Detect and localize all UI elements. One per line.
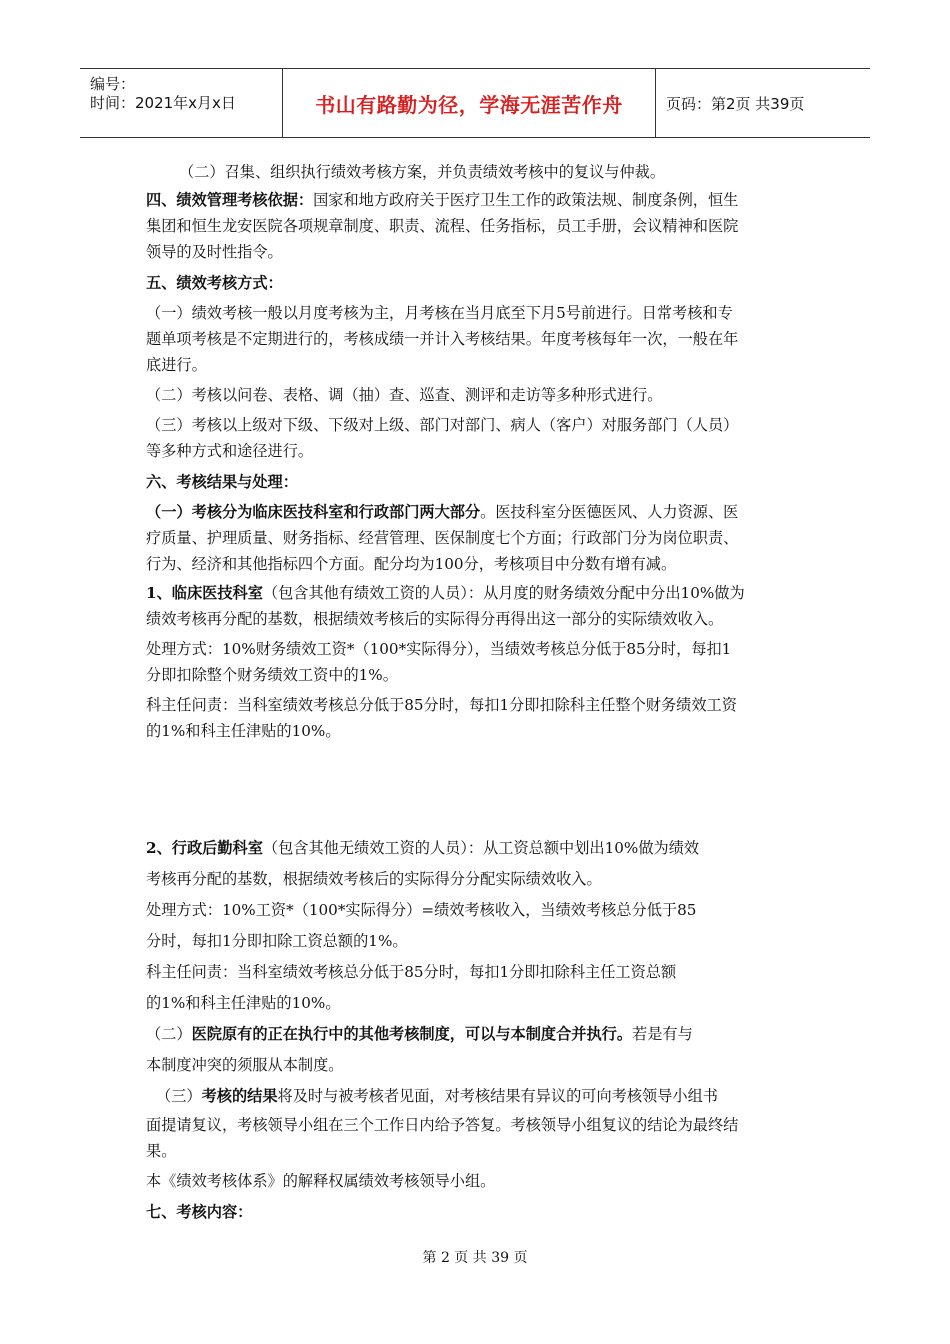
paragraph-line: 科主任问责：当科室绩效考核总分低于85分时，每扣1分即扣除科主任工资总额 bbox=[146, 963, 677, 981]
paragraph-line: 底进行。 bbox=[146, 356, 207, 374]
paragraph-line: 的1%和科主任津贴的10%。 bbox=[146, 722, 341, 740]
paragraph-line: 科主任问责：当科室绩效考核总分低于85分时，每扣1分即扣除科主任整个财务绩效工资 bbox=[146, 696, 737, 714]
document-header bbox=[80, 68, 870, 138]
motto-text: 书山有路勤为径，学海无涯苦作舟 bbox=[315, 92, 623, 117]
number-label: 编号： bbox=[90, 75, 136, 93]
header-meta-cell bbox=[80, 69, 283, 137]
paragraph-line: （一）绩效考核一般以月度考核为主，月考核在当月底至下月5号前进行。日常考核和专 bbox=[146, 304, 733, 322]
section-heading: 六、考核结果与处理： bbox=[146, 473, 298, 491]
paragraph-line: 分时，每扣1分即扣除工资总额的1%。 bbox=[146, 932, 408, 950]
paragraph-line: 的1%和科主任津贴的10%。 bbox=[146, 994, 341, 1012]
paragraph-line: 本制度冲突的须服从本制度。 bbox=[146, 1056, 344, 1074]
paragraph-line: 疗质量、护理质量、财务指标、经营管理、医保制度七个方面；行政部门分为岗位职责、 bbox=[146, 529, 739, 547]
paragraph-line: 分即扣除整个财务绩效工资中的1%。 bbox=[146, 666, 398, 684]
paragraph-line: （二）医院原有的正在执行中的其他考核制度，可以与本制度合并执行。若是有与 bbox=[146, 1025, 693, 1043]
section-heading: 七、考核内容： bbox=[146, 1203, 253, 1221]
paragraph-line: 题单项考核是不定期进行的，考核成绩一并计入考核结果。年度考核每年一次，一般在年 bbox=[146, 330, 739, 348]
paragraph-line: （二）召集、组织执行绩效考核方案，并负责绩效考核中的复议与仲裁。 bbox=[179, 163, 665, 181]
paragraph-line: 2、行政后勤科室（包含其他无绩效工资的人员）：从工资总额中划出10%做为绩效 bbox=[146, 839, 700, 857]
paragraph-line: （二）考核以问卷、表格、调（抽）查、巡查、测评和走访等多种形式进行。 bbox=[146, 386, 663, 404]
paragraph-line: （一）考核分为临床医技科室和行政部门两大部分。医技科室分医德医风、人力资源、医 bbox=[146, 503, 739, 521]
paragraph-line: （三）考核以上级对下级、下级对上级、部门对部门、病人（客户）对服务部门（人员） bbox=[146, 416, 739, 434]
page-code: 页码：第2页 共39页 bbox=[666, 94, 805, 113]
paragraph-line: 果。 bbox=[146, 1142, 177, 1160]
section-heading: 五、绩效考核方式： bbox=[146, 274, 283, 292]
header-page-cell bbox=[656, 69, 870, 137]
paragraph-line: 考核再分配的基数，根据绩效考核后的实际得分分配实际绩效收入。 bbox=[146, 870, 602, 888]
paragraph-line: 四、绩效管理考核依据：国家和地方政府关于医疗卫生工作的政策法规、制度条例，恒生 bbox=[146, 191, 739, 209]
paragraph-line: 绩效考核再分配的基数，根据绩效考核后的实际得分再得出这一部分的实际绩效收入。 bbox=[146, 610, 724, 628]
section-heading: 四、绩效管理考核依据： bbox=[146, 191, 314, 209]
page-footer: 第 2 页 共 39 页 bbox=[422, 1250, 528, 1266]
time-label: 时间：2021年x月x日 bbox=[90, 94, 236, 112]
header-motto-cell bbox=[283, 69, 656, 137]
paragraph-line: 1、临床医技科室（包含其他有绩效工资的人员）：从月度的财务绩效分配中分出10%做为 bbox=[146, 584, 745, 602]
paragraph-line: 处理方式：10%财务绩效工资*（100*实际得分），当绩效考核总分低于85分时，每扣1 bbox=[146, 640, 732, 658]
paragraph-line: 面提请复议，考核领导小组在三个工作日内给予答复。考核领导小组复议的结论为最终结 bbox=[146, 1116, 739, 1134]
paragraph-line: 本《绩效考核体系》的解释权属绩效考核领导小组。 bbox=[146, 1172, 496, 1190]
paragraph-line: 行为、经济和其他指标四个方面。配分均为100分，考核项目中分数有增有减。 bbox=[146, 555, 677, 573]
paragraph-line: 领导的及时性指令。 bbox=[146, 243, 283, 261]
paragraph-line: 集团和恒生龙安医院各项规章制度、职责、流程、任务指标，员工手册，会议精神和医院 bbox=[146, 217, 739, 235]
paragraph-line: （三）考核的结果将及时与被考核者见面，对考核结果有异议的可向考核领导小组书 bbox=[156, 1087, 718, 1105]
paragraph-line: 处理方式：10%工资*（100*实际得分）=绩效考核收入，当绩效考核总分低于85 bbox=[146, 901, 697, 919]
paragraph-line: 等多种方式和途径进行。 bbox=[146, 442, 314, 460]
